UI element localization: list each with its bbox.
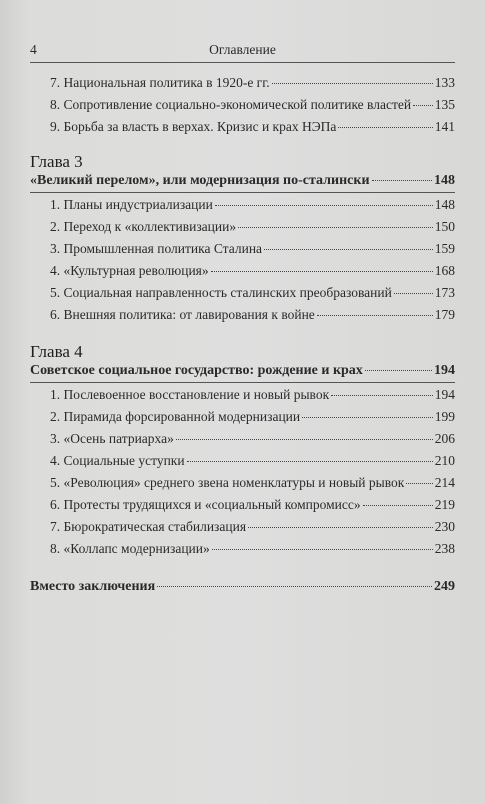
- running-head: [30, 40, 455, 63]
- toc-entry: 6. Внешняя политика: от лавирования к войне 179: [50, 307, 455, 322]
- toc-entry: 1. Послевоенное восстановление и новый рывок 194: [50, 387, 455, 402]
- toc-entry: 4. Социальные уступки 210: [50, 453, 455, 468]
- toc-entry: 7. Национальная политика в 1920-е гг. 133: [50, 75, 455, 90]
- toc-entry: 6. Протесты трудящихся и «социальный компромисс» 219: [50, 497, 455, 512]
- toc-entry: 9. Борьба за власть в верхах. Кризис и крах НЭПа 141: [50, 119, 455, 134]
- toc-entry: 2. Пирамида форсированной модернизации 199: [50, 409, 455, 424]
- running-head-title: Оглавление: [209, 42, 276, 57]
- chapter-4-rule: [30, 382, 455, 383]
- page-number: 4: [30, 42, 37, 57]
- conclusion-entry: Вместо заключения 249: [30, 579, 455, 594]
- toc-entry: 7. Бюрократическая стабилизация 230: [50, 519, 455, 534]
- chapter-4-heading: Глава 4: [30, 342, 83, 361]
- chapter-3-heading: Глава 3: [30, 152, 83, 171]
- chapter-3-rule: [30, 192, 455, 193]
- toc-entry: 2. Переход к «коллективизации» 150: [50, 219, 455, 234]
- toc-entry: 5. «Революция» среднего звена номенклатуры и новый рывок 214: [50, 475, 455, 490]
- chapter-4-title-entry: Советское социальное государство: рождение и крах 194: [30, 363, 455, 378]
- toc-entry: 5. Социальная направленность сталинских преобразований 173: [50, 285, 455, 300]
- toc-entry: 8. Сопротивление социально-экономической политике властей 135: [50, 97, 455, 112]
- toc-entry: 8. «Коллапс модернизации» 238: [50, 541, 455, 556]
- toc-entry: 4. «Культурная революция» 168: [50, 263, 455, 278]
- toc-entry: 3. «Осень патриарха» 206: [50, 431, 455, 446]
- toc-entry: 1. Планы индустриализации 148: [50, 197, 455, 212]
- chapter-3-title-entry: «Великий перелом», или модернизация по-сталински 148: [30, 173, 455, 188]
- toc-entry: 3. Промышленная политика Сталина 159: [50, 241, 455, 256]
